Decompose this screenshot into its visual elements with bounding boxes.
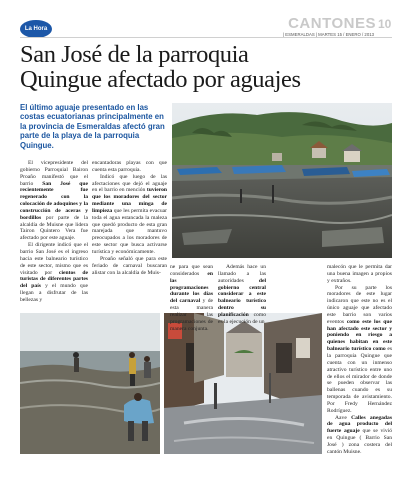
paragraph: Proaño señaló que para este feriado de carnaval buscaran alistar con la alcaldía de Muis- — [92, 255, 167, 276]
paragraph: Indicó que luego de las afectaciones que dejó el aguaje en el barrio en mención tuvieron que los moradores del sector mediante una minga de limpieza que les permita evacuar toda el agua estancada la maleza que quedó producto de esta gran marejada que mantuvo preocupados a los moradores de este sector que busca activarse turística y económicamente. — [92, 173, 167, 255]
body-column-5 — [327, 264, 392, 456]
paragraph: El vicepresidente del gobierno Parroquial Bairon Proaño manifestó que el barrio San José que recientemente fue regenerado con la colocación de adoquines y la construcción de aceras y bordillos por parte de la alcaldía de Muisne que lidera Tairon Quintero Vera fue afectado por este aguaje. — [20, 160, 88, 242]
body-column-2 — [92, 160, 167, 276]
photo-caption: Aave Calles anegadas de agua producto del fuerte aguaje que se vivió en Quingue ( Barrio San José ) zona costera del cantón Muisne. — [327, 414, 393, 455]
people-flooded-beach-photo — [20, 313, 160, 454]
headline-line-1: San José de la parroquia — [20, 41, 249, 68]
paragraph: Además hace un llamado a las autoridades del gobierno central considerar a este balneario turístico dentro su planificación como es la ejecución de un — [218, 264, 266, 325]
paragraph: El dirigente indicó que el barrio San José es el ingreso hacia este balneario turístico de este sector, mismo que es visitado por cientos de turistas de diferentes partes del país y el mundo que llegan a disfrutar de las bellezas y — [20, 242, 89, 303]
flooded-street-photo — [164, 313, 322, 454]
paragraph: malecón que le permita dar una buena imagen a propios y extraños. — [327, 264, 392, 284]
body-column-1 — [20, 160, 88, 304]
paragraph: Por su parte los moradores de este lugar indicaron que este no es el único aguaje que afectado este barrio son varios eventos como este los que han afectado este sector y poniendo en riesgo a quienes habitan en este balneario turístico como es la parroquia Quingue que cuenta con un inmenso atractivo turístico entre uno de ellos el mirador de donde se pueden observar las ballenas cuando es su temporada de avistamiento. Por Fredy Hernández Rodríguez. — [327, 284, 392, 414]
headline — [20, 42, 392, 92]
section-title: CANTONES — [288, 15, 376, 32]
body-column-3 — [170, 264, 213, 332]
newspaper-logo: La Hora — [20, 20, 52, 38]
beach-boats-photo — [172, 103, 392, 258]
dateline: | ESMERALDAS | MARTES 15 / ENERO / 2013 — [283, 32, 374, 37]
lede: El último aguaje presentado en las costas ecuatorianas principalmente en la provincia de Esmeraldas afectó gran parte de la playa de la parroquia Quingue. — [20, 103, 165, 150]
paragraph: ne para que sean considerados en las programaciones durante los días del carnaval y de esta manera realizar las programaciones de manera conjunta. — [170, 264, 213, 332]
headline-line-2: Quingue afectado por aguajes — [20, 66, 301, 93]
header-rule — [20, 37, 392, 38]
body-column-4 — [218, 264, 266, 326]
page-number: 10 — [378, 17, 392, 31]
paragraph: encantadoras playas con que cuenta esta parroquia. — [92, 160, 167, 173]
